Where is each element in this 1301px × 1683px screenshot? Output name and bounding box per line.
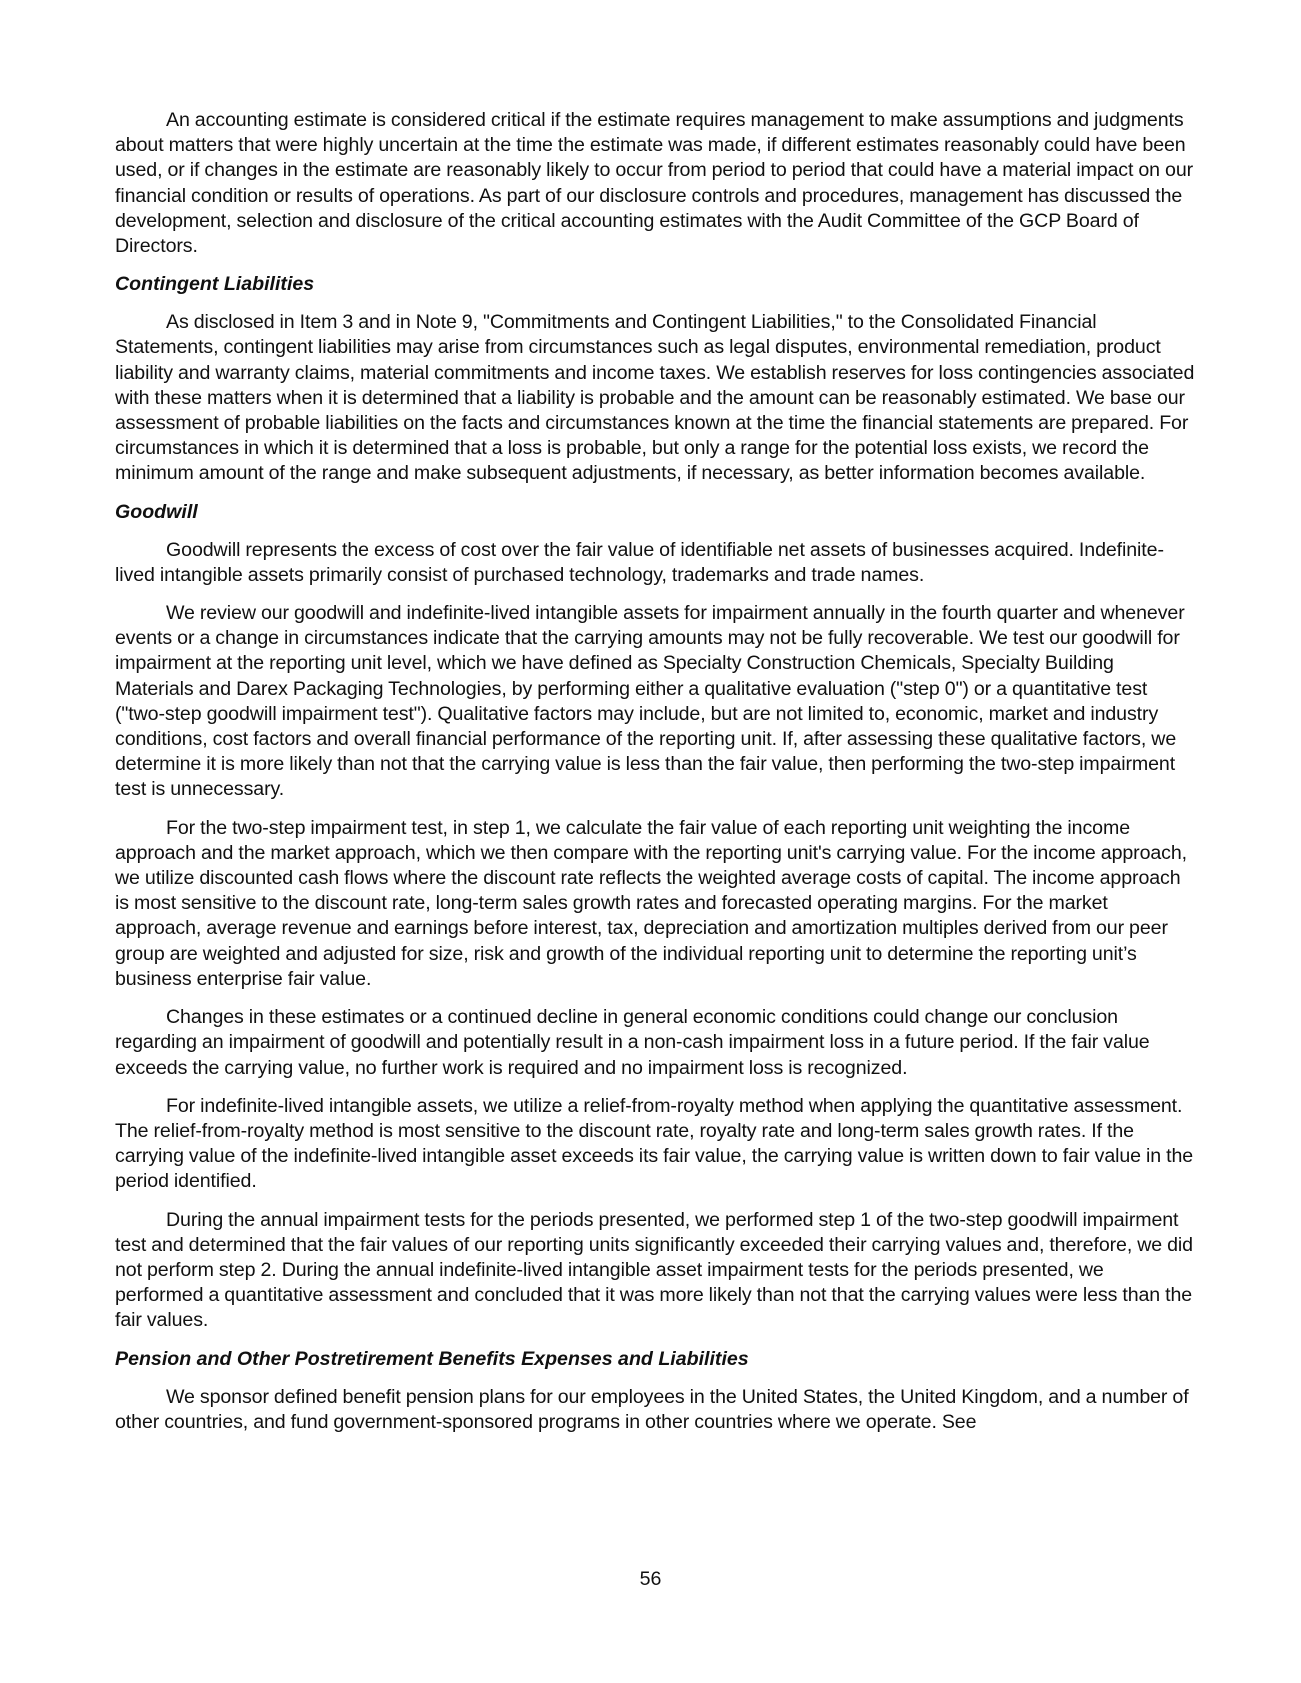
paragraph-two-step-test: For the two-step impairment test, in step 1, we calculate the fair value of each reporting unit weighting the income approach and the market approach, which we then compare with the reporting unit's carrying value. For the income approach, we utilize discounted cash flows where the discount rate reflects the weighted average costs of capital. The income approach is most sensitive to the discount rate, long-term sales growth rates and forecasted operating margins. For the market approach, average revenue and earnings before interest, tax, depreciation and amortization multiples derived from our peer group are weighted and adjusted for size, risk and growth of the individual reporting unit to determine the reporting unit’s business enterprise fair value. — [115, 816, 1188, 990]
paragraph-contingent-liabilities: As disclosed in Item 3 and in Note 9, "Commitments and Contingent Liabilities," to the Consolidated Financial Statements, contingent liabilities may arise from circumstances such as legal disputes, environmental remediation, product liability and warranty claims, material commitments and income taxes. We establish reserves for loss contingencies associated with these matters when it is determined that a liability is probable and the amount can be reasonably estimated. We base our assessment of probable liabilities on the facts and circumstances known at the time the financial statements are prepared. For circumstances in which it is determined that a loss is probable, but only a range for the potential loss exists, we record the minimum amount of the range and make subsequent adjustments, if necessary, as better information becomes available. — [115, 311, 1195, 485]
paragraph-goodwill-definition: Goodwill represents the excess of cost over the fair value of identifiable net assets of businesses acquired. Indefinite-lived intangible assets primarily consist of purchased technology, trademarks and trade names. — [115, 538, 1164, 586]
heading-goodwill: Goodwill — [115, 500, 198, 523]
page-number: 56 — [639, 1568, 662, 1590]
paragraph-critical-estimates: An accounting estimate is considered critical if the estimate requires management to make assumptions and judgments about matters that were highly uncertain at the time the estimate was made, if different estimates reasonably could have been used, or if changes in the estimate are reasonably likely to occur from period to period that could have a material impact on our financial condition or results of operations. As part of our disclosure controls and procedures, management has discussed the development, selection and disclosure of the critical accounting estimates with the Audit Committee of the GCP Board of Directors. — [115, 109, 1194, 258]
paragraph-estimate-changes: Changes in these estimates or a continued decline in general economic conditions could change our conclusion regarding an impairment of goodwill and potentially result in a non-cash impairment loss in a future period. If the fair value exceeds the carrying value, no further work is required and no impairment loss is recognized. — [115, 1006, 1150, 1079]
heading-contingent-liabilities: Contingent Liabilities — [115, 273, 315, 296]
paragraph-indefinite-lived-assets: For indefinite-lived intangible assets, we utilize a relief-from-royalty method when applying the quantitative assessment. The relief-from-royalty method is most sensitive to the discount rate, royalty rate and long-term sales growth rates. If the carrying value of the indefinite-lived intangible asset exceeds its fair value, the carrying value is written down to fair value in the period identified. — [115, 1094, 1194, 1193]
paragraph-pension: We sponsor defined benefit pension plans for our employees in the United States, the United Kingdom, and a number of other countries, and fund government-sponsored programs in other countries where we operate. See — [115, 1385, 1189, 1433]
document-page — [115, 108, 1195, 1448]
heading-pension: Pension and Other Postretirement Benefits Expenses and Liabilities — [115, 1347, 749, 1370]
paragraph-goodwill-review: We review our goodwill and indefinite-lived intangible assets for impairment annually in the fourth quarter and whenever events or a change in circumstances indicate that the carrying amounts may not be fully recoverable. We test our goodwill for impairment at the reporting unit level, which we have defined as Specialty Construction Chemicals, Specialty Building Materials and Darex Packaging Technologies, by performing either a qualitative evaluation ("step 0") or a quantitative test ("two-step goodwill impairment test"). Qualitative factors may include, but are not limited to, economic, market and industry conditions, cost factors and overall financial performance of the reporting unit. If, after assessing these qualitative factors, we determine it is more likely than not that the carrying value is less than the fair value, then performing the two-step impairment test is unnecessary. — [115, 602, 1185, 801]
paragraph-annual-impairment-tests: During the annual impairment tests for the periods presented, we performed step 1 of the two-step goodwill impairment test and determined that the fair values of our reporting units significantly exceeded their carrying values and, therefore, we did not perform step 2. During the annual indefinite-lived intangible asset impairment tests for the periods presented, we performed a quantitative assessment and concluded that it was more likely than not that the carrying values were less than the fair values. — [115, 1208, 1193, 1332]
